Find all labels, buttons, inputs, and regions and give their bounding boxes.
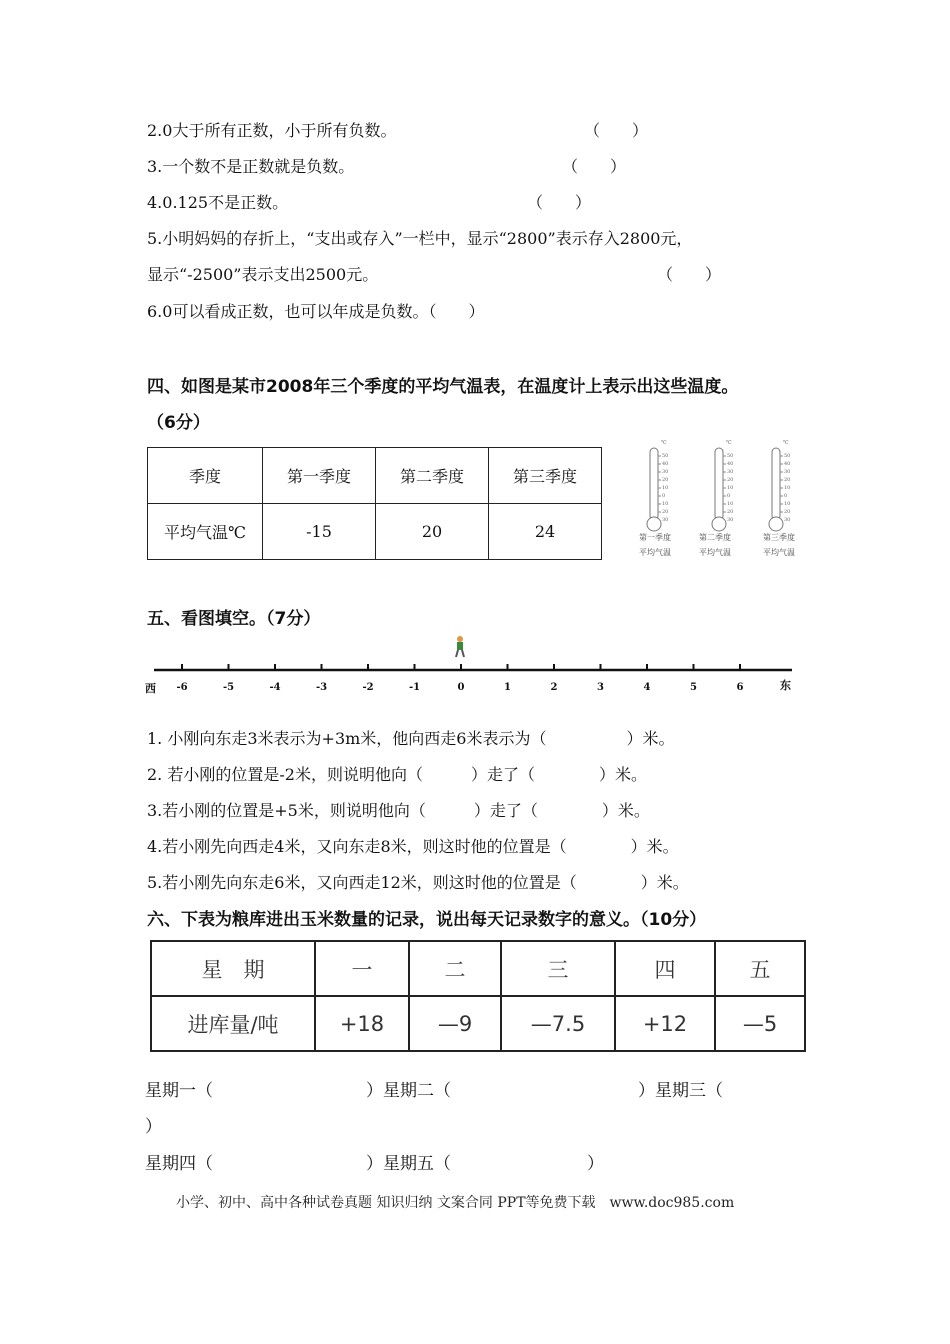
number-line-label: -6 [176, 682, 188, 693]
thermometer-3[interactable] [769, 448, 783, 531]
east-label: 东 [780, 679, 791, 692]
number-line-label: 3 [597, 682, 604, 693]
temp-table-header: 第三季度 [489, 448, 602, 504]
question-3: 3.一个数不是正数就是负数。 [147, 157, 355, 176]
temp-table-cell: -15 [263, 504, 376, 560]
s5-question-2: 2. 若小刚的位置是-2米，则说明他向（ ）走了（ ）米。 [147, 765, 647, 784]
number-line-label: -5 [222, 682, 235, 693]
therm-scale-label: 20 [662, 509, 669, 515]
therm-scale-label: 40 [662, 461, 669, 467]
corn-table-header: 二 [409, 941, 501, 996]
s5-question-4: 4.若小刚先向西走4米，又向东走8米，则这时他的位置是（ ）米。 [147, 837, 679, 856]
number-line-graphic [140, 630, 810, 700]
number-line-label: -1 [408, 682, 421, 693]
section4-title: 四、如图是某市2008年三个季度的平均气温表，在温度计上表示出这些温度。 [147, 377, 739, 397]
number-line-label: 1 [504, 682, 511, 693]
question-6: 6.0可以看成正数，也可以年成是负数。（ ） [147, 302, 485, 321]
temp-table-header: 第一季度 [263, 448, 376, 504]
corn-table-header: 四 [615, 941, 715, 996]
therm-scale-label: 20 [784, 477, 791, 483]
therm-scale-label: 30 [727, 469, 734, 475]
therm-scale-label: 20 [784, 509, 791, 515]
number-line-label: -3 [315, 682, 328, 693]
therm-scale-label: 50 [662, 453, 669, 459]
s5-question-1: 1. 小刚向东走3米表示为+3m米，他向西走6米表示为（ ）米。 [147, 729, 675, 748]
corn-table-cell: +12 [615, 996, 715, 1051]
person-icon [456, 636, 464, 657]
therm-scale-label: 30 [662, 469, 669, 475]
section6-title: 六、下表为粮库进出玉米数量的记录，说出每天记录数字的意义。（10分） [147, 910, 707, 930]
question-4: 4.0.125不是正数。 [147, 193, 289, 212]
therm-scale-label: 20 [662, 477, 669, 483]
thermometer-1[interactable] [647, 448, 661, 531]
therm-scale-label: 30 [784, 517, 791, 523]
therm-scale-label: 20 [727, 477, 734, 483]
s6-answer-line3[interactable]: 星期四（ ）星期五（ ） [145, 1154, 604, 1174]
therm-scale-label: 30 [784, 469, 791, 475]
footer-text: 小学、初中、高中各种试卷真题 知识归纳 文案合同 PPT等免费下载 www.doc985.com [176, 1195, 735, 1211]
question-2: 2.0大于所有正数，小于所有负数。 [147, 121, 397, 140]
number-line-label: 6 [736, 682, 744, 693]
therm-scale-label: 0 [784, 493, 788, 499]
s5-question-5: 5.若小刚先向东走6米，又向西走12米，则这时他的位置是（ ）米。 [147, 873, 689, 892]
s6-answer-line2[interactable]: ） [145, 1117, 162, 1137]
therm-scale-label: 10 [784, 485, 791, 491]
answer-paren-4[interactable]: （ ） [527, 193, 592, 212]
corn-table-header: 星 期 [151, 941, 315, 996]
number-line [140, 630, 810, 700]
thermometer-2[interactable] [712, 448, 726, 531]
therm-scale-label: 40 [727, 461, 734, 467]
s5-question-3: 3.若小刚的位置是+5米，则说明他向（ ）走了（ ）米。 [147, 801, 650, 820]
s6-answer-line1[interactable]: 星期一（ ）星期二（ ）星期三（ [145, 1081, 723, 1101]
number-line-label: 4 [643, 682, 651, 693]
therm-label-3: 第三季度 平均气温 [763, 533, 795, 557]
number-line-label: 0 [457, 682, 465, 693]
answer-paren-2[interactable]: （ ） [584, 121, 649, 140]
temp-table-header: 季度 [148, 448, 263, 504]
therm-scale-label: 10 [727, 485, 734, 491]
temp-table-header: 第二季度 [376, 448, 489, 504]
number-line-label: 5 [690, 682, 697, 693]
therm-unit: ℃ [726, 440, 732, 446]
temp-table-cell: 平均气温℃ [148, 504, 263, 560]
number-line-label: -4 [269, 682, 281, 693]
temp-table-cell: 24 [489, 504, 602, 560]
corn-table-cell: —7.5 [501, 996, 615, 1051]
corn-table-cell: 进库量/吨 [151, 996, 315, 1051]
corn-table-header: 五 [715, 941, 805, 996]
answer-paren-5[interactable]: （ ） [657, 265, 722, 284]
section4-score: （6分） [147, 413, 210, 433]
therm-scale-label: 0 [662, 493, 666, 499]
temperature-table [147, 447, 602, 560]
therm-scale-label: 10 [727, 501, 734, 507]
number-line-label: 2 [550, 682, 558, 693]
corn-table-header: 一 [315, 941, 409, 996]
corn-table-cell: +18 [315, 996, 409, 1051]
therm-scale-label: 50 [727, 453, 734, 459]
question-5-line2: 显示“-2500”表示支出2500元。 [147, 265, 379, 284]
corn-table-cell: —5 [715, 996, 805, 1051]
therm-scale-label: 40 [784, 461, 791, 467]
section5-title: 五、看图填空。（7分） [147, 609, 321, 629]
therm-scale-label: 30 [662, 517, 669, 523]
west-label: 西 [145, 682, 156, 695]
question-5-line1: 5.小明妈妈的存折上，“支出或存入”一栏中，显示“2800”表示存入2800元， [147, 229, 693, 248]
therm-unit: ℃ [661, 440, 667, 446]
thermometers [628, 440, 818, 565]
corn-table-cell: —9 [409, 996, 501, 1051]
therm-unit: ℃ [783, 440, 789, 446]
therm-scale-label: 50 [784, 453, 791, 459]
therm-scale-label: 0 [727, 493, 731, 499]
therm-label-2: 第二季度 平均气温 [699, 533, 731, 557]
therm-scale-label: 10 [784, 501, 791, 507]
therm-scale-label: 10 [662, 501, 669, 507]
number-line-label: -2 [362, 682, 374, 693]
therm-scale-label: 20 [727, 509, 734, 515]
corn-table-header: 三 [501, 941, 615, 996]
therm-label-1: 第一季度 平均气温 [639, 533, 671, 557]
answer-paren-3[interactable]: （ ） [562, 157, 627, 176]
temp-table-cell: 20 [376, 504, 489, 560]
corn-table [150, 940, 806, 1052]
therm-scale-label: 10 [662, 485, 669, 491]
therm-scale-label: 30 [727, 517, 734, 523]
